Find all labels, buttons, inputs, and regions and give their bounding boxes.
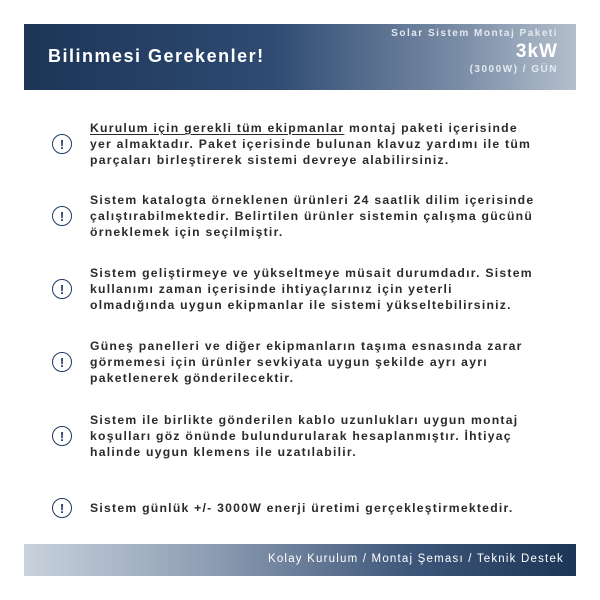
- header-product-info: [391, 28, 558, 75]
- page-title: Bilinmesi Gerekenler!: [48, 46, 265, 66]
- product-subtitle: Solar Sistem Montaj Paketi: [391, 28, 558, 39]
- exclamation-circle-icon: !: [52, 426, 72, 446]
- info-text: Sistem katalogta örneklenen ürünleri 24 saatlik dilim içerisinde çalıştırabilmektedir. Belirtilen ürünler sistemin çalışma gücünü örneklemek için seçilmiştir.: [90, 193, 535, 239]
- info-item: [52, 338, 542, 386]
- info-item: [52, 265, 542, 313]
- info-text-underlined: Kurulum için gerekli tüm ekipmanlar: [90, 121, 345, 135]
- info-text: Sistem geliştirmeye ve yükseltmeye müsait durumdadır. Sistem kullanımı zaman içerisinde ihtiyaçlarınız için yeterli olmadığında uygun ekipmanlar ile sistemi yükseltebilirsiniz.: [90, 266, 533, 312]
- info-text: Güneş panelleri ve diğer ekipmanların taşıma esnasında zarar görmemesi için ürünler sevkiyata uygun şekilde ayrı ayrı paketlenerek gönderilecektir.: [90, 339, 523, 385]
- exclamation-circle-icon: !: [52, 279, 72, 299]
- exclamation-circle-icon: !: [52, 498, 72, 518]
- exclamation-circle-icon: !: [52, 206, 72, 226]
- info-text: Sistem günlük +/- 3000W enerji üretimi gerçekleştirmektedir.: [90, 501, 514, 515]
- info-item: [52, 192, 542, 240]
- info-item: [52, 498, 542, 518]
- product-power: 3kW: [515, 41, 558, 62]
- header-banner: [24, 24, 576, 90]
- info-text: Sistem ile birlikte gönderilen kablo uzunlukları uygun montaj koşulları göz önünde bulundurularak hesaplanmıştır. İhtiyaç halinde uygun klemens ile uzatılabilir.: [90, 413, 519, 459]
- info-item: [52, 120, 542, 168]
- exclamation-circle-icon: !: [52, 352, 72, 372]
- exclamation-circle-icon: !: [52, 134, 72, 154]
- product-power-unit: (3000W) / GÜN: [469, 64, 558, 75]
- footer-text: Kolay Kurulum / Montaj Şeması / Teknik Destek: [267, 553, 564, 565]
- info-item: [52, 412, 542, 460]
- info-text-rest: montaj paketi içerisinde yer almaktadır. Paket içerisinde bulunan klavuz yardımı ile tüm parçaları birleştirerek sistemi devreye alabilirsiniz.: [90, 121, 532, 167]
- info-text: [90, 120, 542, 168]
- footer-banner: [24, 544, 576, 576]
